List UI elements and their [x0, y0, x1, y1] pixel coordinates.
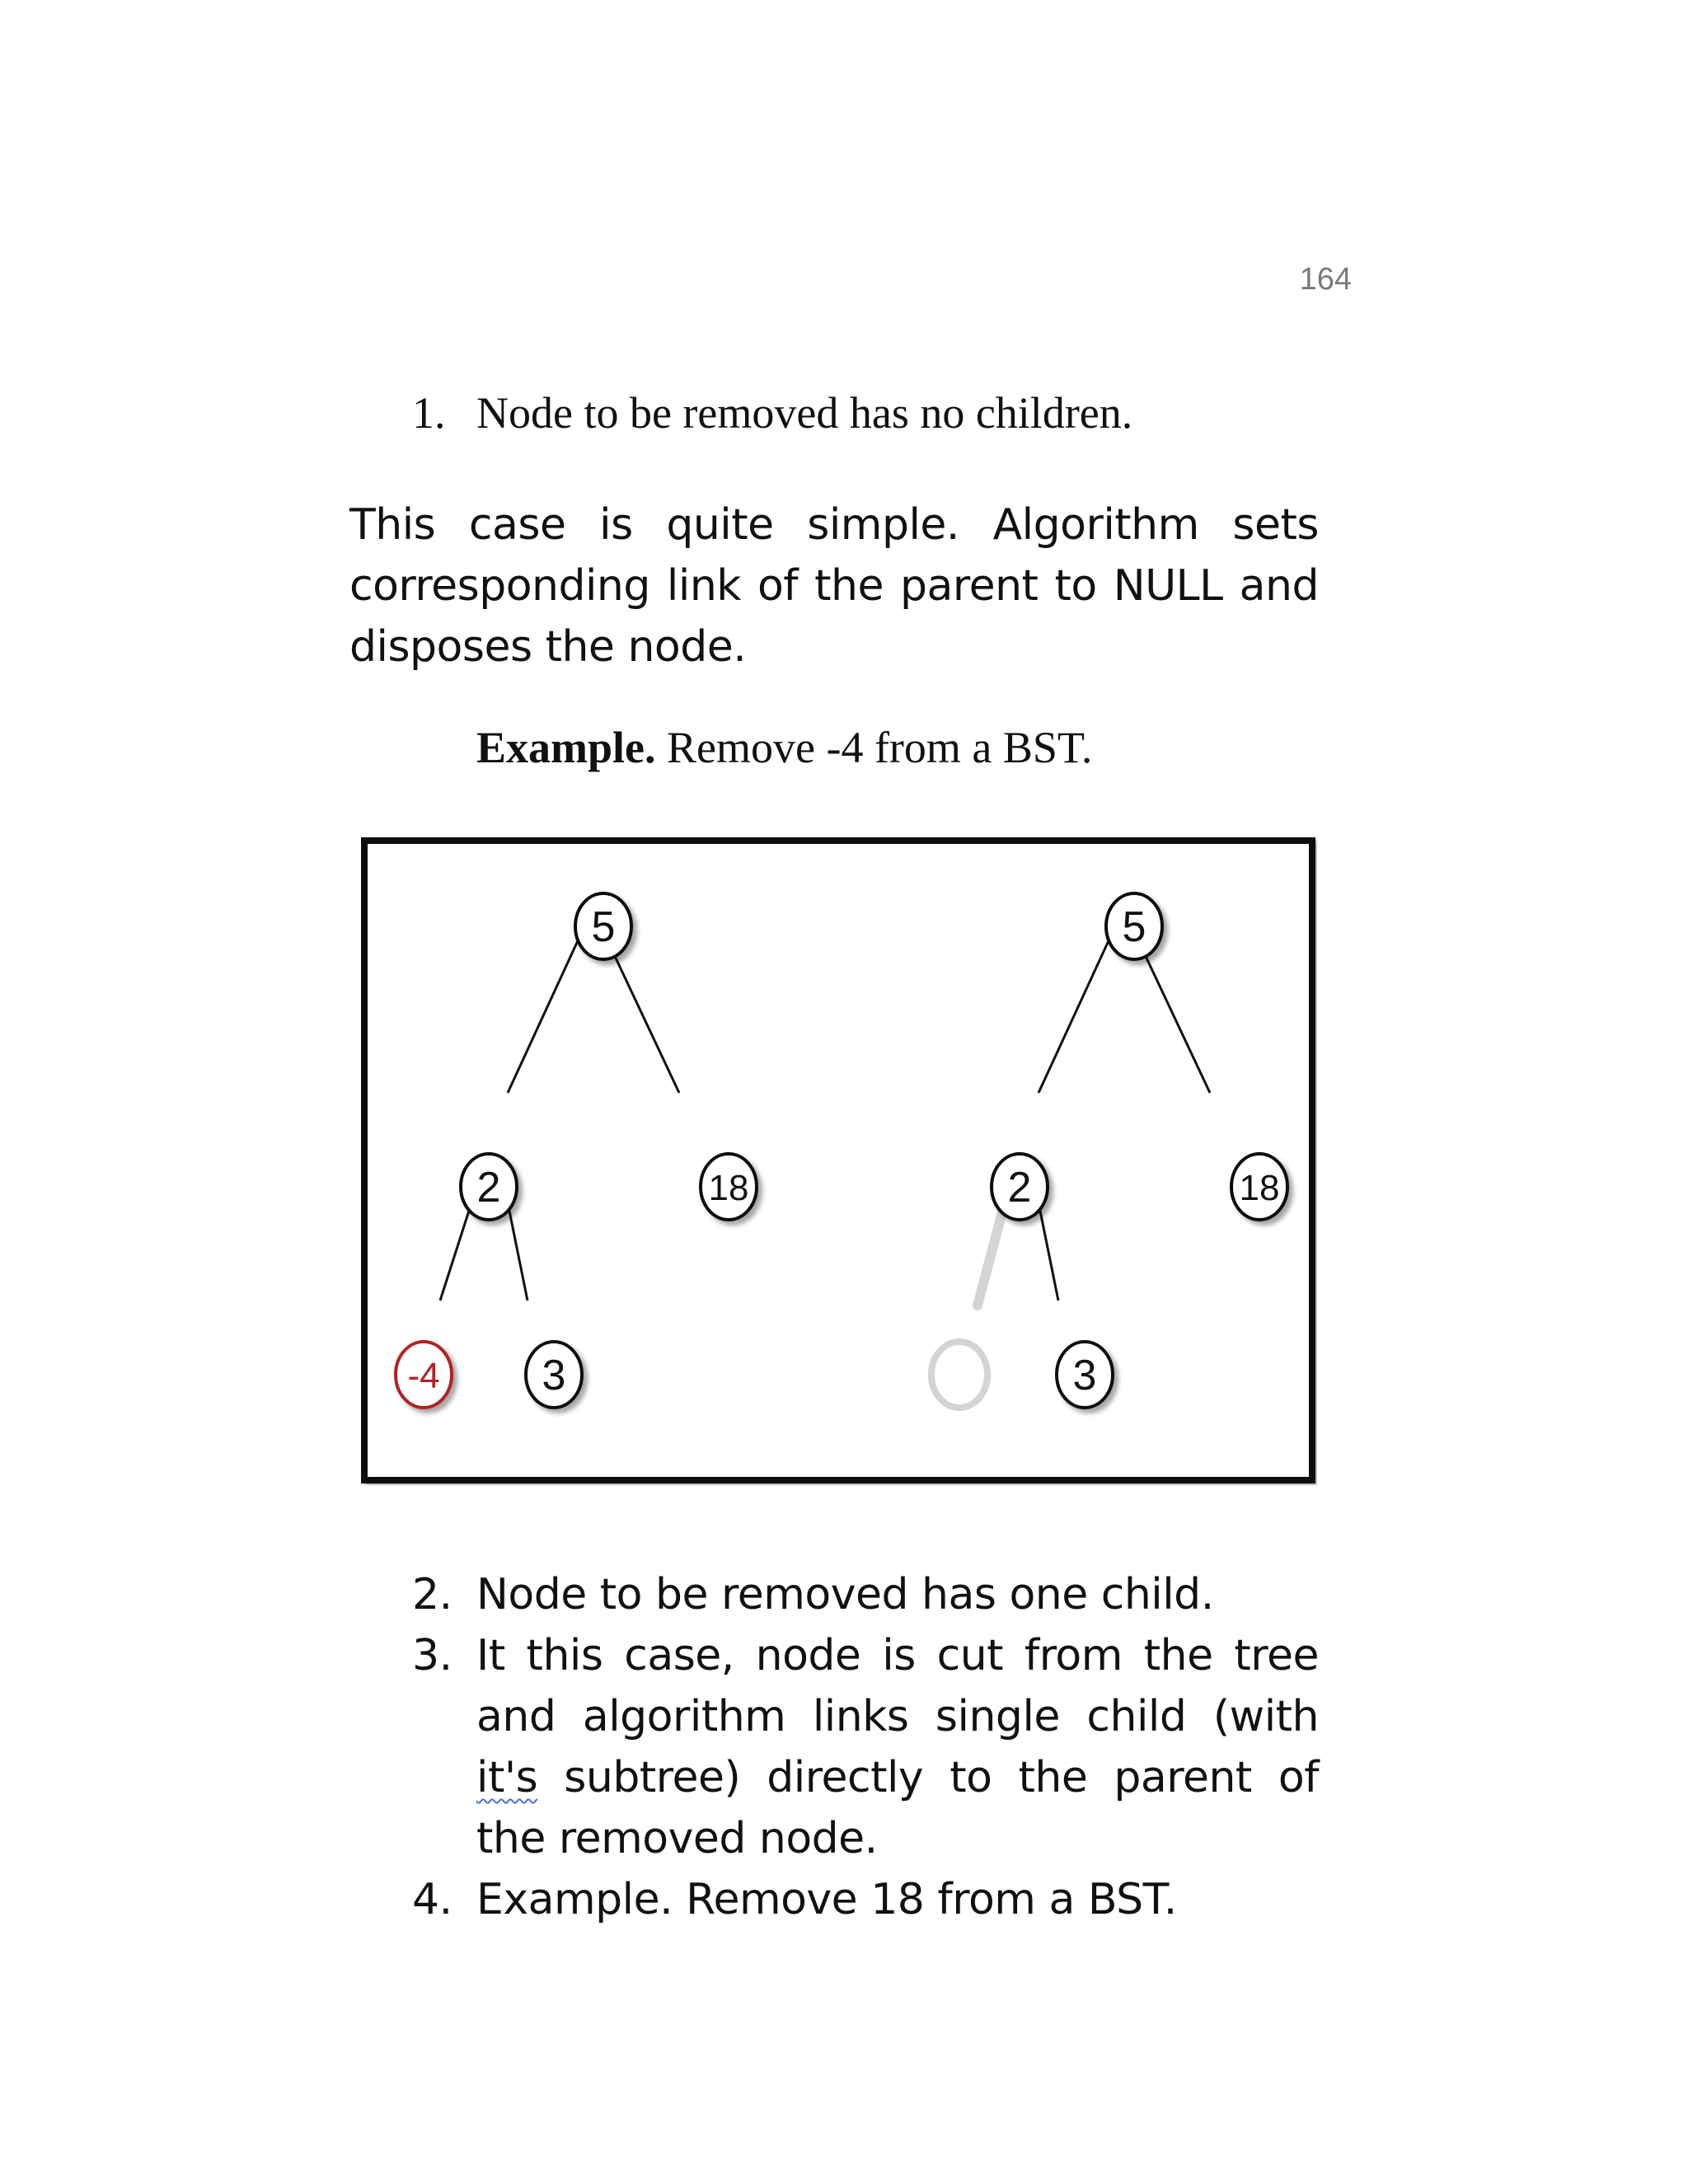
numbered-list: [412, 1564, 1319, 1930]
list-number: 4.: [412, 1875, 452, 1924]
list-item-3: [412, 1625, 1319, 1869]
list-item-text-before: It this case, node is cut from the tree and algorithm links single child (with: [476, 1631, 1319, 1741]
node-label: -4: [407, 1356, 440, 1396]
tree-node: [1057, 1342, 1113, 1408]
list-number: 1.: [412, 388, 446, 438]
tree-node: [575, 893, 631, 959]
tree-node: [701, 1154, 757, 1220]
list-item-text: Node to be removed has one child.: [476, 1570, 1214, 1619]
ghost-node: [931, 1342, 987, 1408]
node-label: 5: [1122, 903, 1146, 951]
node-label: 3: [1072, 1352, 1097, 1399]
removed-node: [396, 1342, 452, 1408]
list-number: 2.: [412, 1570, 452, 1619]
list-item-1: [412, 387, 1132, 438]
list-number: 3.: [412, 1631, 452, 1680]
list-item-text: Node to be removed has no children.: [476, 388, 1133, 438]
example-caption: [476, 722, 1092, 773]
page-number: 164: [1299, 262, 1352, 297]
node-label: 2: [476, 1164, 501, 1212]
tree-node: [461, 1154, 517, 1220]
tree-node: [992, 1154, 1048, 1220]
list-item-text: Example. Remove 18 from a BST.: [476, 1875, 1177, 1924]
node-label: 3: [542, 1352, 566, 1399]
node-label: 5: [591, 903, 616, 951]
example-text: Remove -4 from a BST.: [655, 723, 1093, 772]
spellcheck-flagged-word: it's: [476, 1753, 538, 1802]
node-label: 2: [1007, 1164, 1032, 1212]
tree-node: [1106, 893, 1162, 959]
list-item-text-after: subtree) directly to the parent of the removed node.: [476, 1753, 1319, 1863]
bst-removal-figure: [361, 837, 1317, 1485]
tree-node: [526, 1342, 582, 1408]
node-label: 18: [1239, 1168, 1280, 1208]
node-label: 18: [708, 1168, 749, 1208]
tree-node: [1231, 1154, 1287, 1220]
list-item-4: [412, 1869, 1319, 1930]
list-item-2: [412, 1564, 1319, 1625]
example-label: Example.: [476, 723, 656, 772]
body-paragraph: This case is quite simple. Algorithm sets corresponding link of the parent to NULL and disposes the node.: [349, 500, 1319, 672]
